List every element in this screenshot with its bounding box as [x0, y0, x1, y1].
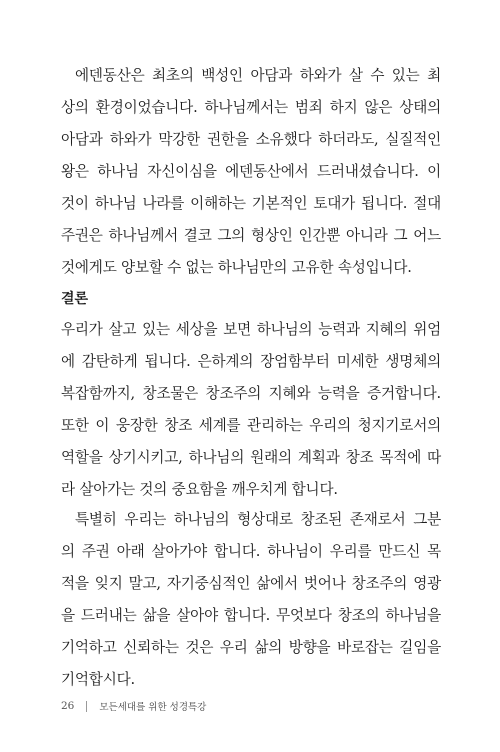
page-footer — [61, 696, 206, 716]
conclusion-line: 또한 이 웅장한 창조 세계를 관리하는 우리의 청지기로서의 — [61, 417, 441, 434]
conclusion-line: 복잡함까지, 창조물은 창조주의 지혜와 능력을 증거합니다. — [61, 385, 441, 402]
conclusion-line: 역할을 상기시키고, 하나님의 원래의 계획과 창조 목적에 따 — [61, 449, 441, 466]
intro-line: 것에게도 양보할 수 없는 하나님만의 고유한 속성입니다. — [61, 259, 412, 276]
intro-line: 것이 하나님 나라를 이해하는 기본적인 토대가 됩니다. 절대 — [61, 195, 441, 212]
intro-line: 에덴동산은 최초의 백성인 아담과 하와가 살 수 있는 최 — [75, 67, 441, 84]
intro-line: 왕은 하나님 자신이심을 에덴동산에서 드러내셨습니다. 이 — [61, 163, 441, 180]
intro-line: 상의 환경이었습니다. 하나님께서는 범죄 하지 않은 상태의 — [61, 99, 441, 116]
conclusion-line: 의 주권 아래 살아가야 합니다. 하나님이 우리를 만드신 목 — [61, 543, 441, 560]
intro-line: 아담과 하와가 막강한 권한을 소유했다 하더라도, 실질적인 — [61, 131, 441, 148]
conclusion-paragraph-2 — [61, 504, 441, 696]
intro-paragraph — [61, 60, 441, 284]
conclusion-line: 특별히 우리는 하나님의 형상대로 창조된 존재로서 그분 — [75, 511, 441, 528]
conclusion-line: 에 감탄하게 됩니다. 은하계의 장엄함부터 미세한 생명체의 — [61, 353, 441, 370]
conclusion-line: 우리가 살고 있는 세상을 보면 하나님의 능력과 지혜의 위엄 — [61, 321, 441, 338]
conclusion-line: 을 드러내는 삶을 살아야 합니다. 무엇보다 창조의 하나님을 — [61, 607, 441, 624]
conclusion-line: 기억합시다. — [61, 671, 135, 688]
page-number: 26 — [61, 700, 75, 712]
conclusion-line: 기억하고 신뢰하는 것은 우리 삶의 방향을 바로잡는 길임을 — [61, 639, 441, 656]
conclusion-paragraph-1 — [61, 314, 441, 506]
intro-line: 주권은 하나님께서 결코 그의 형상인 인간뿐 아니라 그 어느 — [61, 227, 441, 244]
conclusion-line: 라 살아가는 것의 중요함을 깨우치게 합니다. — [61, 481, 338, 498]
conclusion-line: 적을 잊지 말고, 자기중심적인 삶에서 벗어나 창조주의 영광 — [61, 575, 441, 592]
book-title: 모든세대를 위한 성경특강 — [99, 702, 207, 713]
footer-divider — [86, 701, 87, 712]
section-heading: 결론 — [61, 291, 89, 307]
